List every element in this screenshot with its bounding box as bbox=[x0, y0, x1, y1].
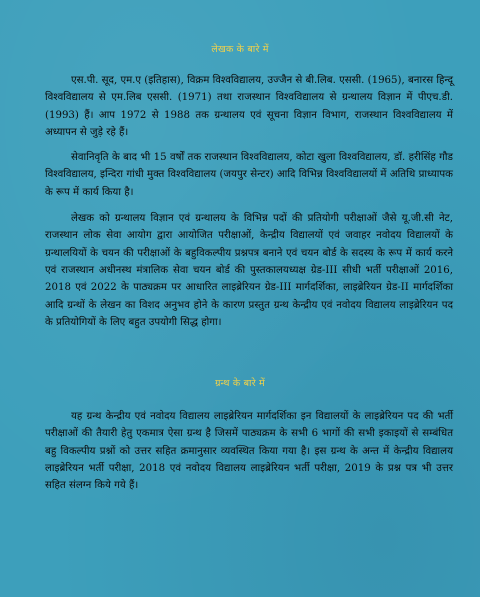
about-book-heading: ग्रन्थ के बारे में bbox=[215, 378, 265, 389]
about-author-section bbox=[0, 44, 480, 331]
author-paragraph-2: सेवानिवृति के बाद भी 15 वर्षों तक राजस्थान विश्वविद्यालय, कोटा खुला विश्वविद्यालय, डॉ. हरीसिंह गौड विश्वविद्यालय, इन्दिरा गांधी मुक्त विश्वविद्यालय (जयपुर सेन्टर) आदि विभिन्न विश्वविद्यालयों में अतिथि प्राध्यापक के रूप में कार्य किया है। bbox=[45, 152, 453, 198]
book-paragraph-1: यह ग्रन्थ केन्द्रीय एवं नवोदय विद्यालय लाइब्रेरियन मार्गदर्शिका इन विद्यालयों के लाइब्रेरियन पद की भर्ती परीक्षाओं की तैयारी हेतु एकमात्र ऐसा ग्रन्थ है जिसमें पाठ्यक्रम के सभी 6 भागों की सभी इकाइयों से सम्बंधित बहु विकल्पीय प्रश्नों को उत्तर सहित क्रमानुसार व्यवस्थित किया गया है। इस ग्रन्थ के अन्त में केन्द्रीय विद्यालय लाइब्रेरियन भर्ती परीक्षा, 2018 एवं नवोदय विद्यालय लाइब्रेरियन भर्ती परीक्षा, 2019 के प्रश्न पत्र भी उत्तर सहित संलग्न किये गये हैं। bbox=[45, 411, 453, 492]
author-paragraph-3: लेखक को ग्रन्थालय विज्ञान एवं ग्रन्थालय के विभिन्न पदों की प्रतियोगी परीक्षाओं जैसे यू.जी.सी नेट, राजस्थान लोक सेवा आयोग द्वारा आयोजित परीक्षाओं, केन्द्रीय विद्यालयों एवं जवाहर नवोदय विद्यालयों के ग्रन्थालयियों के चयन की परीक्षाओं के बहुविकल्पीय प्रश्नपत्र बनाने एवं चयन बोर्ड के सदस्य के रूप में कार्य करने एवं राजस्थान अधीनस्थ मंत्रालिक सेवा चयन बोर्ड की पुस्तकालयध्यक्ष ग्रेड-III सीधी भर्ती परीक्षाओं 2016, 2018 एवं 2022 के पाठ्यक्रम पर आधारित लाइब्रेरियन ग्रेड-III मार्गदर्शिका, लाइब्रेरियन ग्रेड-II मार्गदर्शिका आदि ग्रन्थों के लेखन का विशद अनुभव होने के कारण प्रस्तुत ग्रन्थ केन्द्रीय एवं नवोदय विद्यालय लाइब्रेरियन पद के प्रतियोगियों के लिए बहुत उपयोगी सिद्ध होगा। bbox=[45, 213, 453, 328]
about-book-section bbox=[0, 378, 480, 494]
about-author-heading: लेखक के बारे में bbox=[211, 44, 269, 55]
author-paragraph-1: एस.पी. सूद, एम.ए (इतिहास), विक्रम विश्वविद्यालय, उज्जैन से बी.लिब. एससी. (1965), बनारस हिन्दू विश्वविद्यालय से एम.लिब एससी. (1971) तथा राजस्थान विश्वविद्यालय से ग्रन्थालय विज्ञान में पीएच.डी. (1993) हैं। आप 1972 से 1988 तक ग्रन्थालय एवं सूचना विज्ञान विभाग, राजस्थान विश्वविद्यालय में अध्यापन से जुड़े रहे हैं। bbox=[45, 75, 453, 138]
